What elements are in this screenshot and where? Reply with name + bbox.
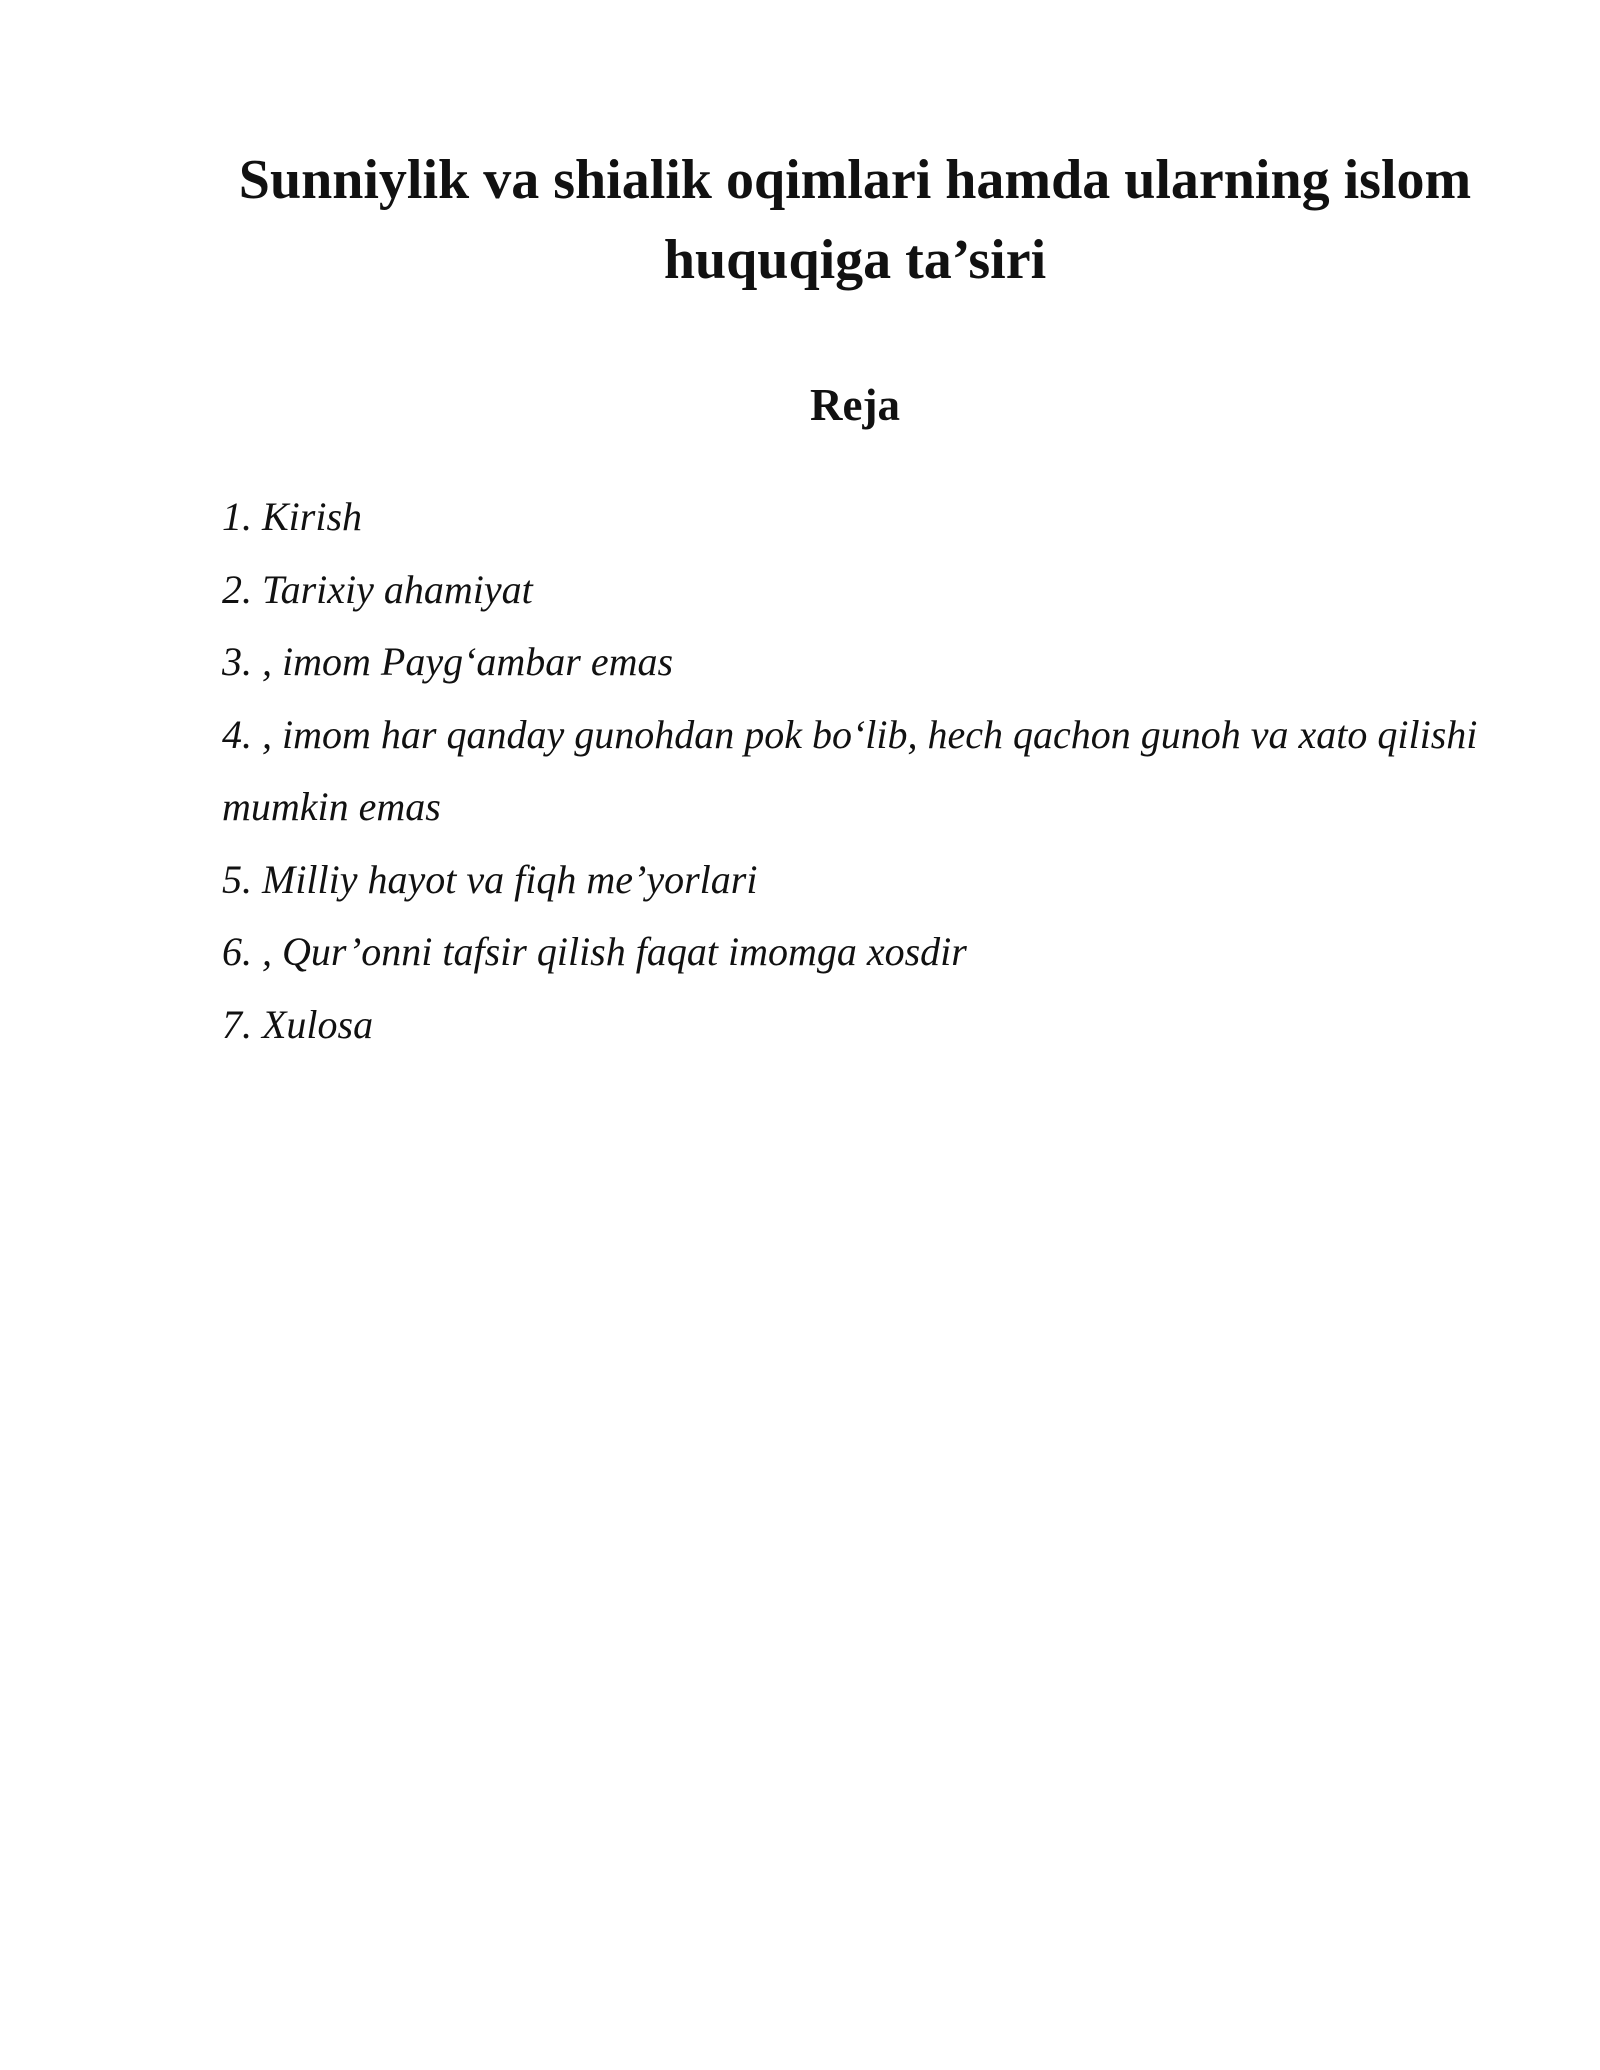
plan-item-3: 3. , imom Payg‘ambar emas bbox=[222, 639, 674, 684]
plan-item-1: 1. Kirish bbox=[222, 494, 363, 539]
plan-item-5: 5. Milliy hayot va fiqh me’yorlari bbox=[222, 856, 758, 902]
plan-item-2: 2. Tarixiy ahamiyat bbox=[222, 566, 533, 612]
plan-item-6: 6. , Qur’onni tafsir qilish faqat imomga xosdir bbox=[222, 929, 967, 974]
plan-item-7: 7. Xulosa bbox=[222, 1001, 374, 1047]
plan-heading: Reja bbox=[810, 380, 900, 430]
plan-list bbox=[222, 481, 1488, 1061]
plan-item-4: 4. , imom har qanday gunohdan pok bo‘lib, hech qachon gunoh va xato qilishi mumkin emas bbox=[222, 711, 1478, 829]
document-title: Sunniylik va shialik oqimlari hamda ularning islom huquqiga ta’siri bbox=[238, 149, 1472, 291]
